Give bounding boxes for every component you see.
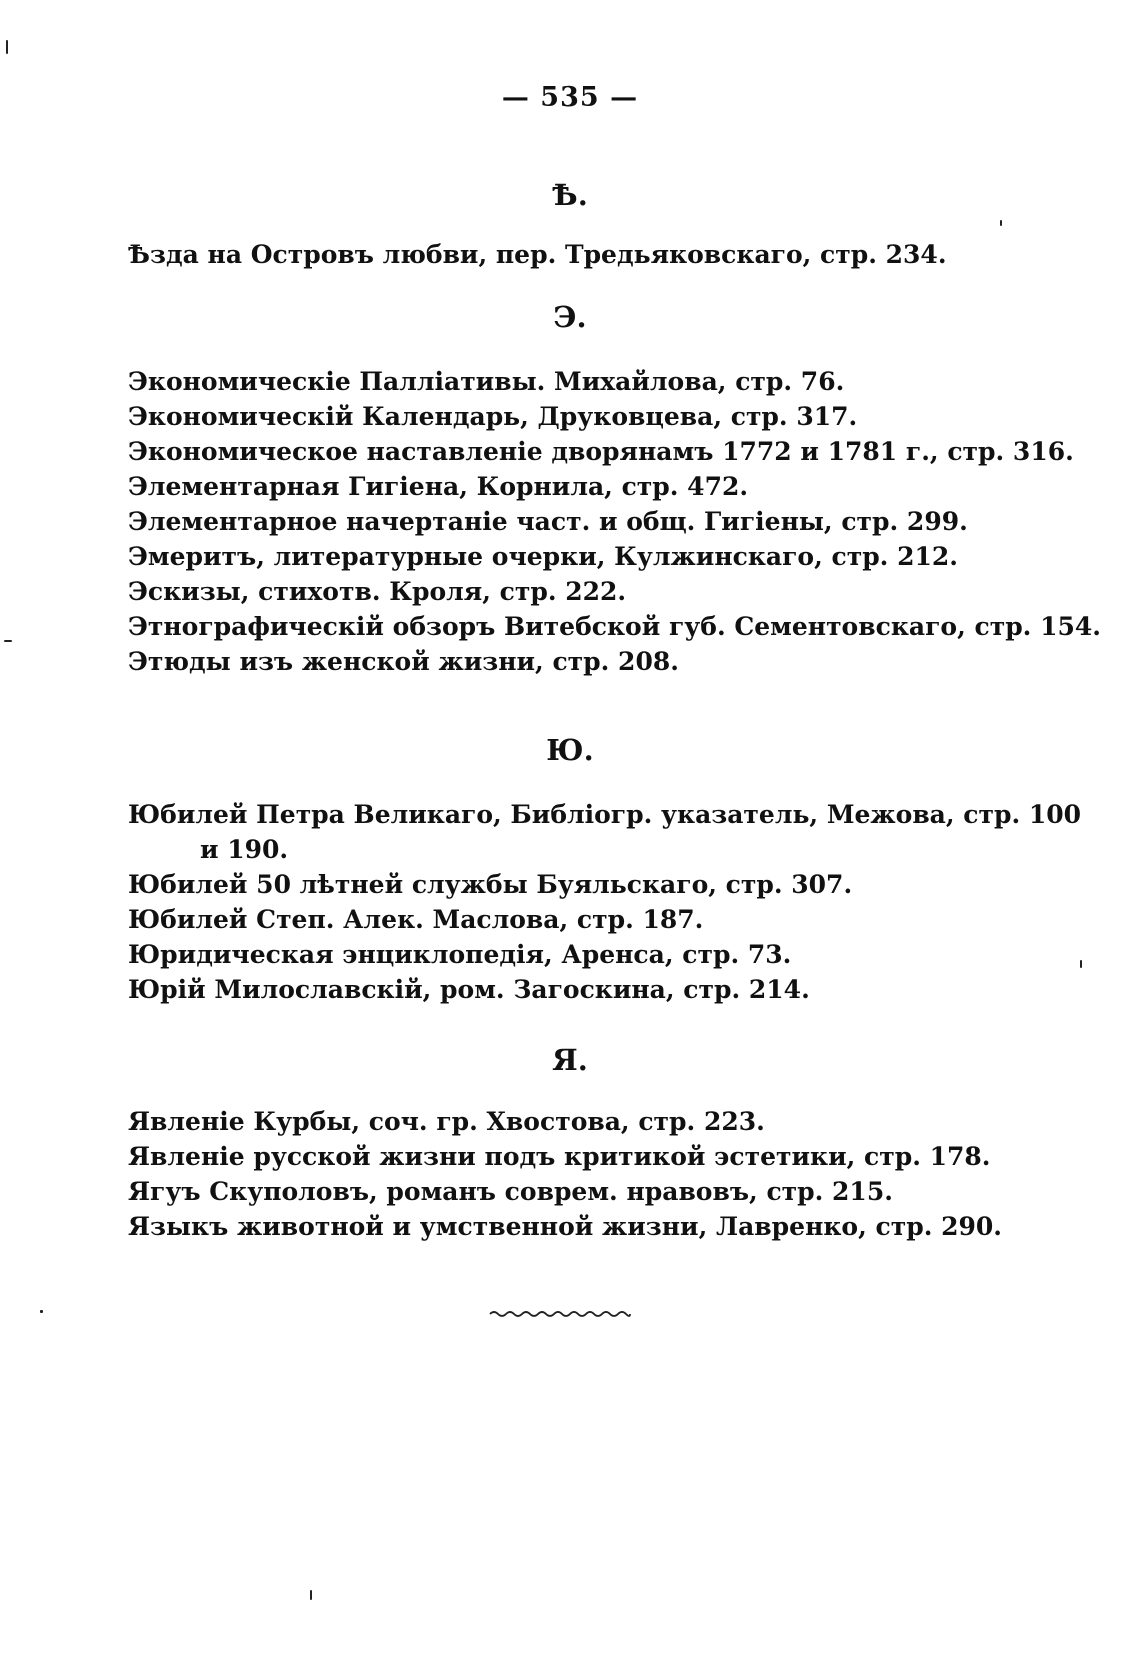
index-entry: Явленіе Курбы, соч. гр. Хвостова, стр. 223.: [128, 1107, 765, 1136]
index-entry: Этнографическій обзоръ Витебской губ. Сементовскаго, стр. 154.: [128, 612, 1101, 641]
index-entry: Элементарное начертаніе част. и общ. Гигіены, стр. 299.: [128, 507, 968, 536]
index-entry: Эмеритъ, литературные очерки, Кулжинскаго, стр. 212.: [128, 542, 958, 571]
section-letter: Э.: [553, 300, 587, 334]
index-entry: Языкъ животной и умственной жизни, Лавренко, стр. 290.: [128, 1212, 1002, 1241]
index-entry: Юридическая энциклопедія, Аренса, стр. 73.: [128, 940, 792, 969]
wavy-ornament-divider: [488, 1308, 632, 1320]
index-entry: Юбилей 50 лѣтней службы Буяльскаго, стр. 307.: [128, 870, 853, 899]
index-entry: Эскизы, стихотв. Кроля, стр. 222.: [128, 577, 627, 606]
index-entry: Элементарная Гигіена, Корнилa, стр. 472.: [128, 472, 749, 501]
scan-speck: [40, 1310, 43, 1313]
index-entry: Ягуъ Скуполовъ, романъ соврем. нравовъ, стр. 215.: [128, 1177, 893, 1206]
index-entry-continuation: и 190.: [200, 835, 289, 864]
scan-speck: [6, 40, 8, 54]
index-entry: Юбилей Степ. Алек. Маслова, стр. 187.: [128, 905, 704, 934]
scan-speck: [310, 1590, 312, 1600]
scan-speck: [1000, 220, 1002, 226]
index-entry: Экономическій Календарь, Друковцева, стр. 317.: [128, 402, 858, 431]
section-letter: Ѣ.: [552, 178, 588, 212]
page-number: — 535 —: [501, 82, 639, 113]
index-entry: Ѣзда на Островъ любви, пер. Тредьяковскаго, стр. 234.: [128, 240, 947, 269]
scan-speck: [1080, 960, 1082, 968]
index-entry: Этюды изъ женской жизни, стр. 208.: [128, 647, 679, 676]
section-letter: Я.: [552, 1043, 588, 1077]
index-entry: Экономическое наставленіе дворянамъ 1772 и 1781 г., стр. 316.: [128, 437, 1074, 466]
index-entry: Юрій Милославскій, ром. Загоскина, стр. 214.: [128, 975, 810, 1004]
index-entry: Экономическіе Палліативы. Михайлова, стр. 76.: [128, 367, 845, 396]
section-letter: Ю.: [546, 733, 594, 767]
index-entry: Явленіе русской жизни подъ критикой эстетики, стр. 178.: [128, 1142, 991, 1171]
index-entry: Юбилей Петра Великаго, Библіогр. указатель, Межова, стр. 100: [128, 800, 1082, 829]
scan-speck: [4, 640, 12, 642]
